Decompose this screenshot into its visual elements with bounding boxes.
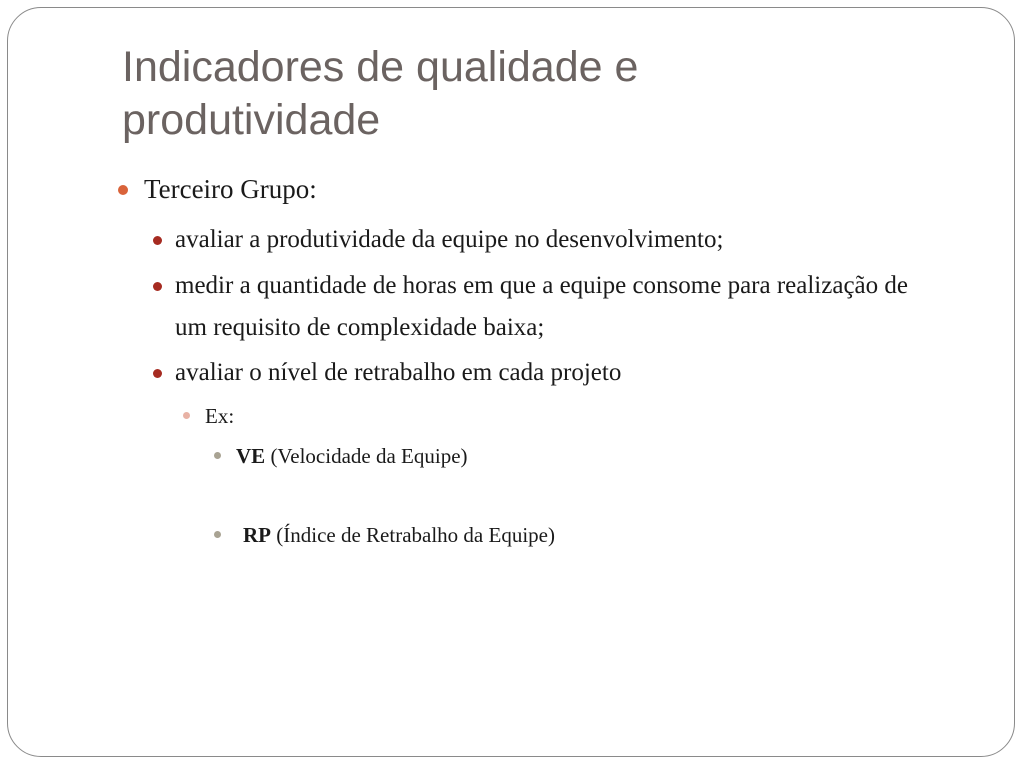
abbr-ve: VE bbox=[236, 444, 266, 468]
bullet-icon bbox=[153, 369, 162, 378]
list-item-ve bbox=[236, 442, 468, 470]
list-item-retrabalho: avaliar o nível de retrabalho em cada projeto bbox=[175, 359, 622, 386]
bullet-icon bbox=[118, 185, 128, 195]
list-item-horas: medir a quantidade de horas em que a equipe consome para realização de um requisito de complexidade baixa; bbox=[175, 272, 908, 341]
slide-frame bbox=[7, 7, 1015, 757]
bullet-icon bbox=[214, 452, 221, 459]
list-item-rp bbox=[243, 521, 555, 549]
list-item-produtividade: avaliar a produtividade da equipe no desenvolvimento; bbox=[175, 226, 724, 253]
bullet-icon bbox=[153, 282, 162, 291]
desc-rp: (Índice de Retrabalho da Equipe) bbox=[271, 523, 555, 547]
bullet-icon bbox=[153, 236, 162, 245]
list-item-terceiro-grupo: Terceiro Grupo: bbox=[144, 174, 317, 204]
slide-title: Indicadores de qualidade e produtividade bbox=[122, 43, 639, 144]
list-item-ex: Ex: bbox=[205, 404, 235, 428]
desc-ve: (Velocidade da Equipe) bbox=[265, 444, 468, 468]
bullet-icon bbox=[214, 531, 221, 538]
abbr-rp: RP bbox=[243, 523, 271, 547]
bullet-icon bbox=[183, 412, 190, 419]
